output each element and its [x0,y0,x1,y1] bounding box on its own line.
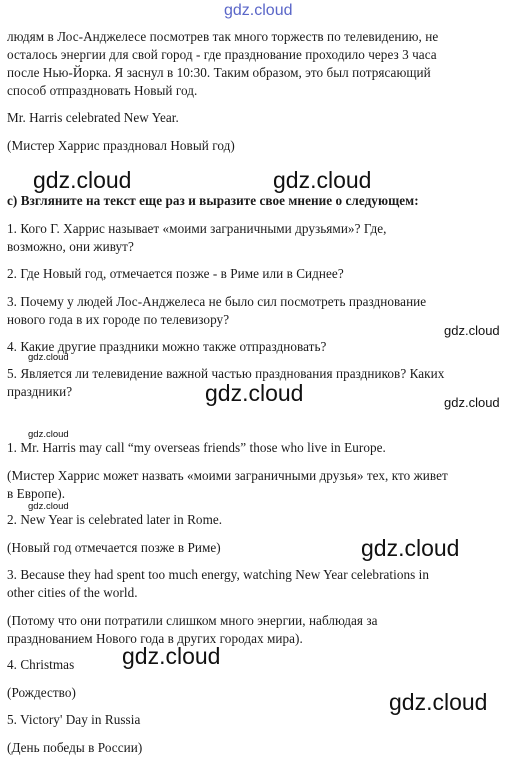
watermark: gdz.cloud [28,429,69,440]
answer-translation-line: в Европе). [7,486,66,501]
answer-line: 4. Christmas [7,657,75,672]
question-line: 1. Кого Г. Харрис называет «моими заграничными друзьями»? Где, [7,221,387,236]
question-line: возможно, они живут? [7,239,134,254]
question-line: 2. Где Новый год, отмечается позже - в Риме или в Сиднее? [7,266,344,281]
task-heading: c) Взгляните на текст еще раз и выразите свое мнение о следующем: [7,193,419,208]
watermark: gdz.cloud [122,643,221,669]
paragraph-line: людям в Лос-Анджелесе посмотрев так много торжеств по телевидению, не [7,29,439,44]
watermark: gdz.cloud [224,2,293,19]
watermark: gdz.cloud [28,352,69,363]
paragraph-line: способ отпраздновать Новый год. [7,83,198,98]
answer-translation-line: празднованием Нового года в других городах мира). [7,631,303,646]
answer-line: 1. Mr. Harris may call “my overseas friends” those who live in Europe. [7,440,386,455]
summary-translation: (Мистер Харрис праздновал Новый год) [7,138,235,153]
paragraph-line: после Нью-Йорка. Я заснул в 10:30. Таким образом, это был потрясающий [7,65,431,80]
answer-line: 5. Victory' Day in Russia [7,712,141,727]
summary-sentence: Mr. Harris celebrated New Year. [7,110,179,125]
question-line: 4. Какие другие праздники можно также отпраздновать? [7,339,327,354]
question-line: 5. Является ли телевидение важной частью празднования праздников? Каких [7,366,445,381]
paragraph-line: осталось энергии для свой город - где празднование проходило через 3 часа [7,47,437,62]
watermark: gdz.cloud [361,535,460,561]
watermark: gdz.cloud [444,395,500,410]
watermark: gdz.cloud [33,167,132,193]
question-line: нового года в их городе по телевизору? [7,312,230,327]
answer-line: 2. New Year is celebrated later in Rome. [7,512,223,527]
watermark: gdz.cloud [389,689,488,715]
watermark: gdz.cloud [205,380,304,406]
answer-translation-line: (Потому что они потратили слишком много энергии, наблюдая за [7,613,378,628]
answer-line: other cities of the world. [7,585,138,600]
watermark: gdz.cloud [444,323,500,338]
question-line: 3. Почему у людей Лос-Анджелеса не было сил посмотреть празднование [7,294,427,309]
watermark: gdz.cloud [273,167,372,193]
answer-line: 3. Because they had spent too much energy, watching New Year celebrations in [7,567,430,582]
answer-translation-line: (День победы в России) [7,740,143,755]
answer-translation-line: (Новый год отмечается позже в Риме) [7,540,221,555]
answer-translation-line: (Мистер Харрис может назвать «моими заграничными друзья» тех, кто живет [7,468,448,483]
question-line: праздники? [7,384,73,399]
watermark: gdz.cloud [28,501,69,512]
answer-translation-line: (Рождество) [7,685,76,700]
